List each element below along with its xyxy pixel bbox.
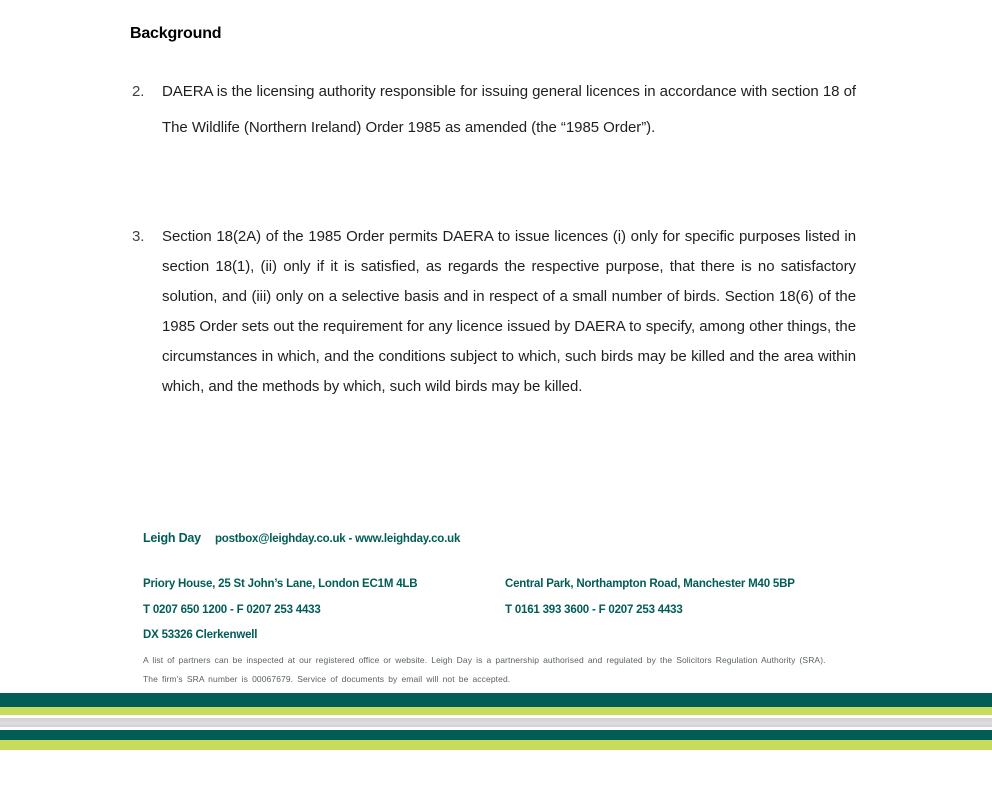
letterhead-brand-line	[143, 531, 460, 545]
brand-stripes	[0, 693, 992, 750]
stripe-lime-bottom	[0, 740, 992, 750]
legal-line-1: A list of partners can be inspected at our registered office or website. Leigh Day is a partnership authorised and regulated by the Solicitors Regulation Authority (SRA).	[143, 655, 826, 665]
paragraph-3	[132, 222, 856, 402]
office-london	[143, 577, 417, 654]
section-heading: Background	[130, 25, 222, 42]
stripe-teal-bottom	[0, 730, 992, 740]
paragraph-2	[132, 74, 856, 146]
firm-name: Leigh Day	[143, 531, 201, 545]
office-manchester-phones: T 0161 393 3600 - F 0207 253 4433	[505, 603, 683, 616]
paragraph-3-text: Section 18(2A) of the 1985 Order permits DAERA to issue licences (i) only for specific purposes listed in section 18(1), (ii) only if it is satisfied, as regards the respective purpose, that there is no satisfactory solution, and (iii) only on a selective basis and in respect of a small number of birds. Section 18(6) of the 1985 Order sets out the requirement for any licence issued by DAERA to specify, among other things, the circumstances in which, and the conditions subject to which, such birds may be killed and the area within which, and the methods by which, such wild birds may be killed.	[162, 228, 856, 395]
office-manchester	[505, 577, 795, 628]
stripe-gray-middle	[0, 718, 992, 727]
stripe-teal-top	[0, 693, 992, 707]
paragraph-3-number: 3.	[132, 228, 145, 245]
stripe-lime-top	[0, 707, 992, 715]
paragraph-2-number: 2.	[132, 83, 145, 100]
office-manchester-address: Central Park, Northampton Road, Manchester M40 5BP	[505, 578, 795, 590]
legal-line-2: The firm’s SRA number is 00067679. Service of documents by email will not be accepted.	[143, 673, 511, 684]
firm-contact-line: postbox@leighday.co.uk - www.leighday.co.uk	[214, 533, 461, 545]
office-london-address: Priory House, 25 St John’s Lane, London EC1M 4LB	[143, 578, 418, 590]
office-london-phones: T 0207 650 1200 - F 0207 253 4433	[143, 603, 321, 616]
legal-small-print	[143, 656, 826, 693]
office-london-dx: DX 53326 Clerkenwell	[143, 629, 258, 641]
paragraph-2-text: DAERA is the licensing authority responsible for issuing general licences in accordance with section 18 of The Wildlife (Northern Ireland) Order 1985 as amended (the “1985 Order”).	[162, 83, 856, 136]
